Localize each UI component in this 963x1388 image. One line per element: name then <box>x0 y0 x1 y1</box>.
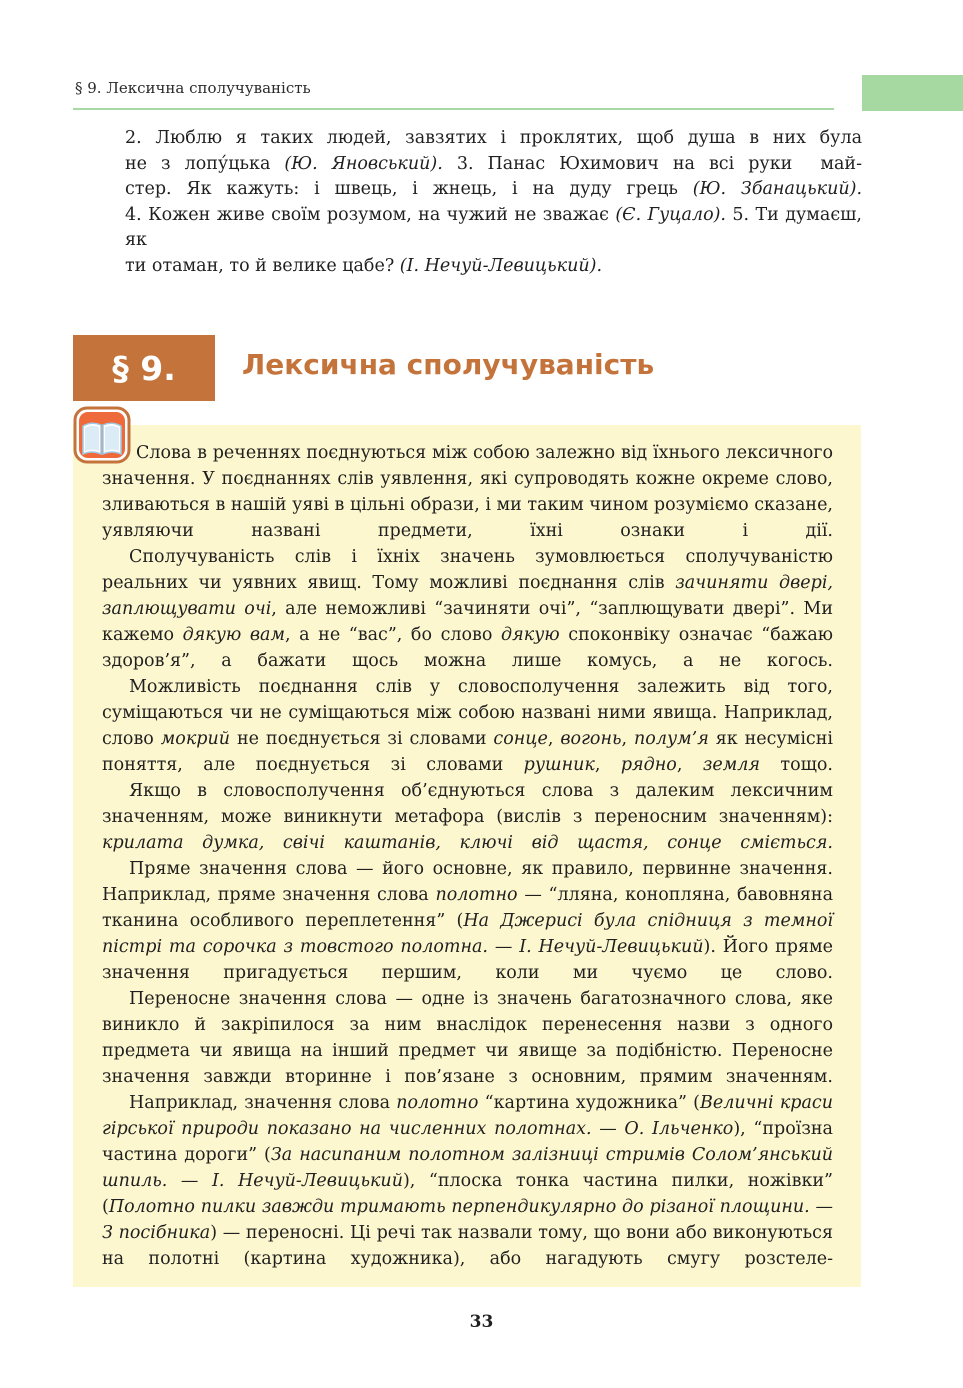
paragraph-5: Пряме значення слова — його основне, як правило, первинне значення. Наприклад, пряме значення слова полотно — “лляна, конопляна, бавовняна тканина особливого переплетення” (На Джерисі була спідниця з темної пістрі та сорочка з товстого полотна. — І. Нечуй-Левицький). Його пряме значення пригадується першим, коли ми чуємо це слово. <box>102 859 833 983</box>
paragraph-6: Переносне значення слова — одне із значень багатозначного слова, яке виникло й закріпилося за ним внаслідок перенесення назви з одного предмета чи явища на інший предмет чи явище за подібністю. Переносне значення завжди вторинне і пов’язане з основним, прямим значенням. <box>102 989 833 1087</box>
exercise-line: ти отаман, то й велике цабе? (І. Нечуй-Левицький). <box>125 255 603 276</box>
section-number: § 9. <box>112 348 176 388</box>
section-title: Лексична сполучуваність <box>242 348 655 381</box>
header-divider <box>73 108 834 110</box>
section-number-badge <box>73 335 215 401</box>
paragraph-4: Якщо в словосполучення об’єднуються слова з далеким лексичним значенням, може виникнути метафора (вислів з переносним значенням): крилата думка, свічі каштанів, ключі від щастя, сонце сміється. <box>102 781 833 853</box>
exercise-line: стер. Як кажуть: і швець, і жнець, і на дуду грець (Ю. Збанацький). <box>125 179 863 199</box>
exercise-line: 4. Кожен живе своїм розумом, на чужий не зважає (Є. Гуцало). 5. Ти думаєш, як <box>125 204 862 250</box>
exercise-line: не з лопу́цька (Ю. Яновський). 3. Панас Юхимович на всі руки май- <box>125 153 862 174</box>
paragraph-7: Наприклад, значення слова полотно “картина художника” (Величні краси гірської природи показано на численних полотнах. — О. Ільченко), “проїзна частина дороги” (За насипаним полотном залізниці стримів Солом’янський шпиль. — І. Нечуй-Левицький), “плоска тонка частина пилки, ножівки” (Полотно пилки завжди тримають перпендикулярно до різаної площини. — З посібника) — переносні. Ці речі так назвали тому, що вони або виконуються на полотні (картина художника), або нагадують смугу розстеле- <box>102 1093 834 1269</box>
paragraph-1: Слова в реченнях поєднуються між собою залежно від їхнього лексичного значення. У поєднаннях слів уявлення, які супроводять кожне окреме слово, зливаються в нашій уяві в цільні образи, і ми таким чином розуміємо сказане, уявляючи названі предмети, їхні ознаки і дії. <box>102 443 833 541</box>
theory-text <box>102 440 833 1272</box>
exercise-continuation <box>125 126 862 279</box>
running-header: § 9. Лексична сполучуваність <box>75 79 311 97</box>
paragraph-3: Можливість поєднання слів у словосполучення залежить від того, суміщаються чи не суміщаються між собою названі ними явища. Наприклад, слово мокрий не поєднується зі словами сонце, вогонь, полум’я як несумісні поняття, але поєднується зі словами рушник, рядно, земля тощо. <box>102 677 833 775</box>
page-number: 33 <box>469 1312 494 1332</box>
exercise-line: 2. Люблю я таких людей, завзятих і проклятих, щоб душа в них була <box>125 128 862 148</box>
header-color-tab <box>862 75 963 111</box>
paragraph-2: Сполучуваність слів і їхніх значень зумовлюється сполучуваністю реальних чи уявних явищ. Тому можливі поєднання слів зачиняти двері, заплющувати очі, але неможливі “зачиняти очі”, “заплющувати двері”. Ми кажемо дякую вам, а не “вас”, бо слово дякую споконвіку означає “бажаю здоров’я”, а бажати щось можна лише комусь, а не когось. <box>102 547 833 671</box>
